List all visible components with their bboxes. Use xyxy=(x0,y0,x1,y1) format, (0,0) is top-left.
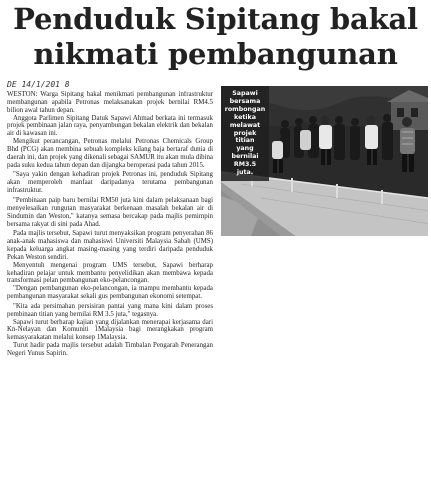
headline-line-2: nikmati pembangunan xyxy=(33,37,398,71)
paragraph: Menyentuh mengenai program UMS tersebut, Sapawi berharap kehadiran pelajar untuk membantu penyelidikan akan membawa kepada transformasi pelan pembangunan eko-pelancongan. xyxy=(7,261,213,285)
paragraph: WESTON: Warga Sipitang bakal menikmati pembangunan infrastruktur membangunan apabila Petronas melaksanakan projek bernilai RM4.5 bilion awal tahun depan. xyxy=(7,91,213,114)
paragraph: Anggota Parlimen Sipitang Datuk Sapawi Ahmad berkata ini termasuk projek pembinaan jalan raya, penyambungan bekalan elektrik dan bekalan air di kawasan ini. xyxy=(7,114,213,138)
caption-line: bersama xyxy=(229,97,261,105)
caption-line: ketika xyxy=(234,113,256,121)
paragraph: Turut hadir pada majlis tersebut adalah Timbalan Pengarah Penerangan Negeri Yunus Sapirin. xyxy=(7,342,213,357)
paragraph: Mengikut perancangan, Petronas melalui Petronas Chemicals Group Bhd (PCG) akan membina sebuah kompleks kilang baja bertaraf dunia di daerah ini, dan projek yang dikenali sebagai SAMUR itu akan mula dibina pada suku kedua tahun depan dan dijangka beroperasi pada tahun 2015. xyxy=(7,138,213,169)
paragraph: Sapawi turut berharap kajian yang dijalankan menerapai kerjasama dari Kn-Nelayan dan Komuniti 1Malaysia bagi merangkakan program kemasyarakatan melalui konsep 1Malaysia. xyxy=(7,318,213,342)
caption-line: yang xyxy=(236,145,254,153)
caption-line: projek xyxy=(233,129,257,137)
caption-line: bernilai xyxy=(231,153,259,161)
paragraph: "Saya yakin dengan kehadiran projek Petronas ini, penduduk Sipitang akan memperoleh manfaat daripadanya terutama pembangunan infrastruktur. xyxy=(7,171,213,195)
paragraph: "Kita ada persimahan persisiran pantai yang mana kini dalam proses pembinaan titian yang bernilai RM 3.5 juta," tegasnya. xyxy=(7,302,213,318)
paragraph: "Pembinaan paip baru bernilai RM50 juta kini dalam pelaksanaan bagi menyelesaikan rungutan masyarakat berkenaan masalah bekalan air di Sindumin dan Weston," katanya semasa bercakap pada majlis pemimpin bersama rakyat di sini pada Ahad. xyxy=(7,196,213,228)
caption-line: juta. xyxy=(236,169,254,177)
caption-line: Sapawi xyxy=(232,90,258,97)
handwritten-date: DE 14/1/201 8 xyxy=(7,80,70,89)
photo-caption xyxy=(223,90,267,177)
paragraph: "Dengan pembangunan eko-pelancongan, ia mampu membantu kepada pembangunan masyarakat sekali gus pembangunan ekonomi setempat. xyxy=(7,285,213,301)
caption-line: rombongan xyxy=(224,105,266,113)
article-body xyxy=(7,91,213,477)
headline-line-1: Penduduk Sipitang bakal xyxy=(13,2,418,36)
headline xyxy=(0,2,431,72)
paragraph: Pada majlis tersebut, Sapawi turut menyaksikan program penyerahan 86 anak-anak mahasiswa dan mahasiswi Universiti Malaysia Sabah (UMS) kepada keluarga angkat masing-masing yang terdiri daripada penduduk Pekan Weston sendiri. xyxy=(7,230,213,261)
caption-line: RM3.5 xyxy=(233,161,257,169)
caption-line: melawat xyxy=(229,121,261,129)
caption-line: titian xyxy=(235,137,255,145)
